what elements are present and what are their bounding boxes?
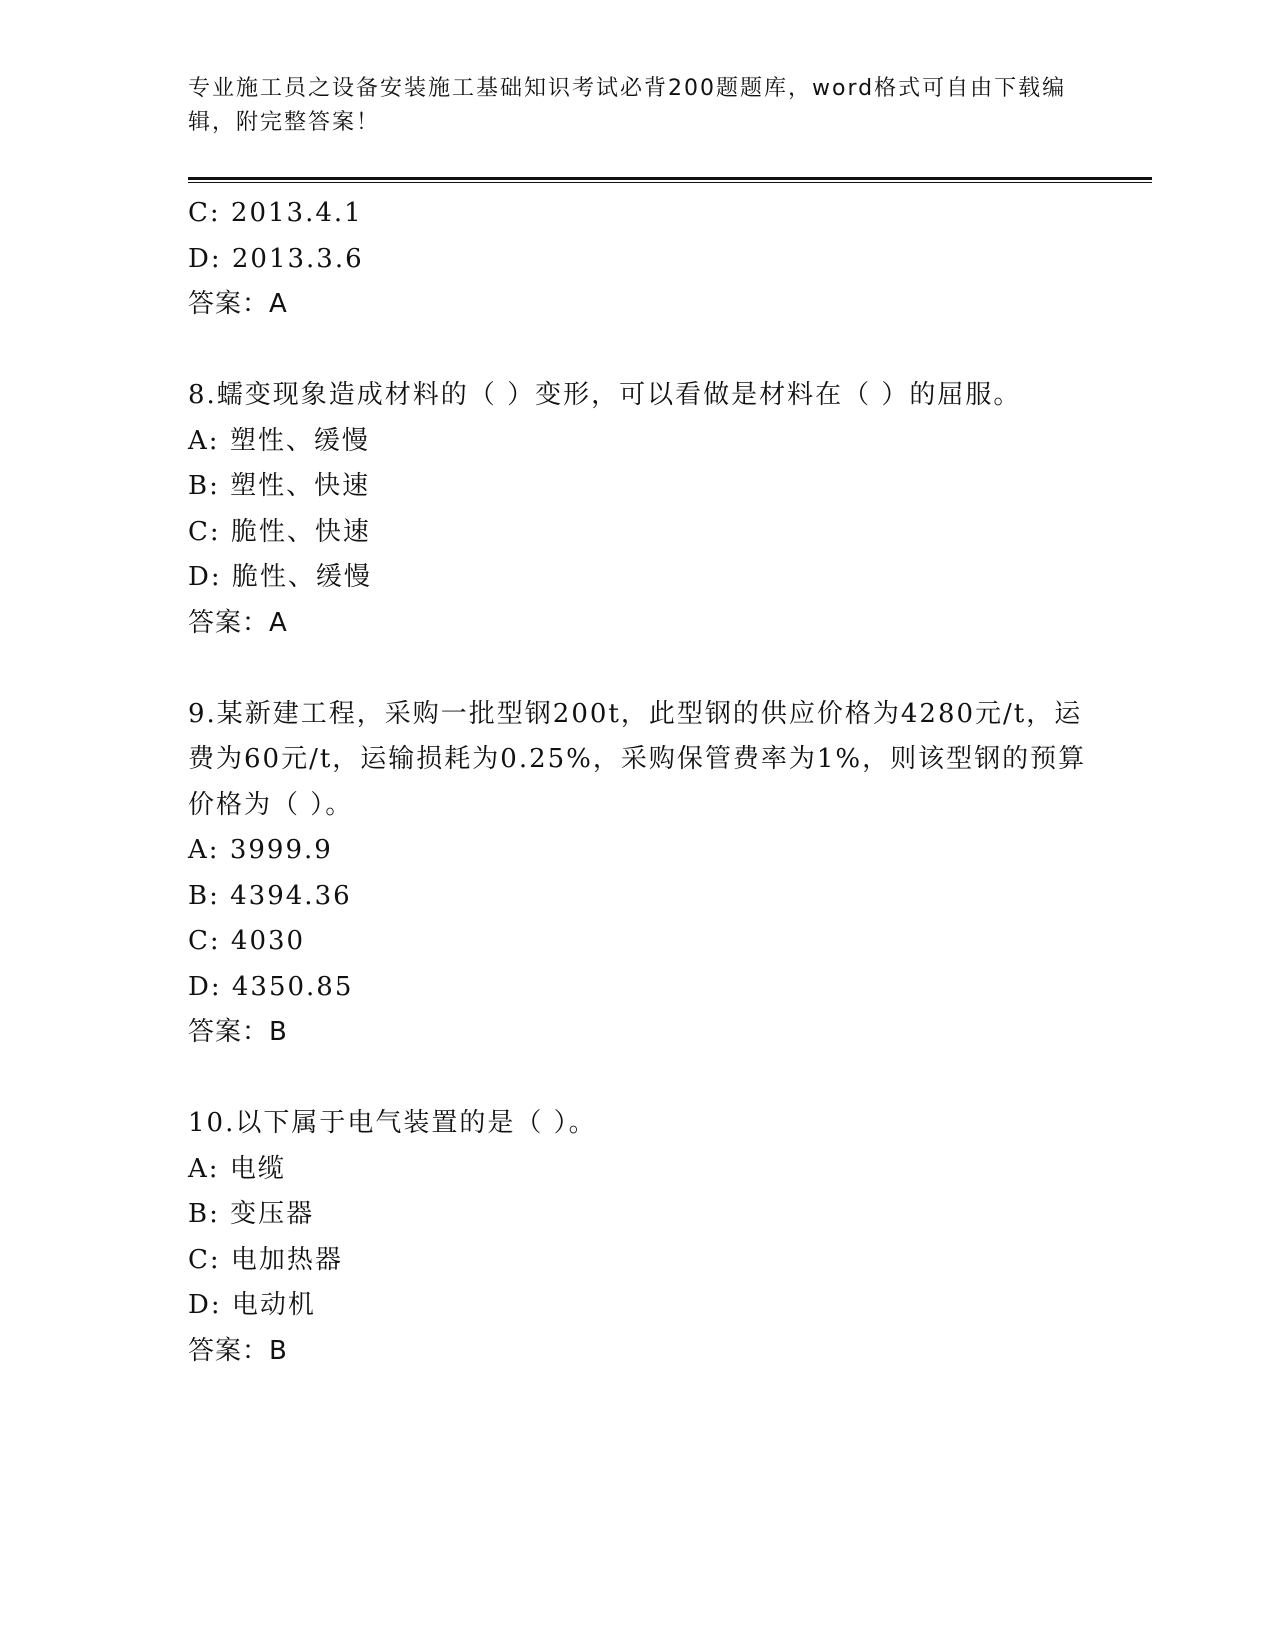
option-b: B: 变压器 xyxy=(188,1199,315,1229)
option-c: C: 脆性、快速 xyxy=(188,516,371,547)
header-divider-thick xyxy=(188,177,1152,180)
option-a: A: 塑性、缓慢 xyxy=(188,425,370,456)
option-d: D: 4350.85 xyxy=(188,971,354,1002)
answer-line: 答案：B xyxy=(188,1335,288,1366)
option-d: D: 脆性、缓慢 xyxy=(188,562,372,592)
option-d: D: 电动机 xyxy=(188,1290,316,1320)
option-b: B: 塑性、快速 xyxy=(188,471,371,501)
option-b: B: 4394.36 xyxy=(188,880,352,911)
question-10 xyxy=(188,1101,1088,1374)
answer-line: 答案：B xyxy=(188,1017,288,1047)
question-stem: 8.蠕变现象造成材料的（ ）变形，可以看做是材料在（ ）的屈服。 xyxy=(188,380,1022,410)
answer-line: 答案：A xyxy=(188,607,288,638)
header-divider-thin xyxy=(188,182,1152,183)
answer-line: 答案：A xyxy=(188,289,288,319)
option-c: C: 4030 xyxy=(188,926,306,956)
option-c: C: 2013.4.1 xyxy=(188,198,363,228)
option-a: A: 电缆 xyxy=(188,1153,286,1184)
question-8 xyxy=(188,373,1088,646)
option-d: D: 2013.3.6 xyxy=(188,243,364,274)
document-header: 专业施工员之设备安装施工基础知识考试必背200题题库，word格式可自由下载编辑，附完整答案！ xyxy=(188,76,1067,135)
option-c: C: 电加热器 xyxy=(188,1244,343,1275)
question-stem: 10.以下属于电气装置的是（ ）。 xyxy=(188,1108,597,1138)
partial-question xyxy=(188,191,1088,328)
question-9 xyxy=(188,692,1088,1056)
question-stem: 9.某新建工程，采购一批型钢200t，此型钢的供应价格为4280元/t，运费为60元/t，运输损耗为0.25%，采购保管费率为1%，则该型钢的预算价格为（ ）。 xyxy=(188,698,1087,820)
question-list xyxy=(188,191,1088,1374)
option-a: A: 3999.9 xyxy=(188,835,333,865)
